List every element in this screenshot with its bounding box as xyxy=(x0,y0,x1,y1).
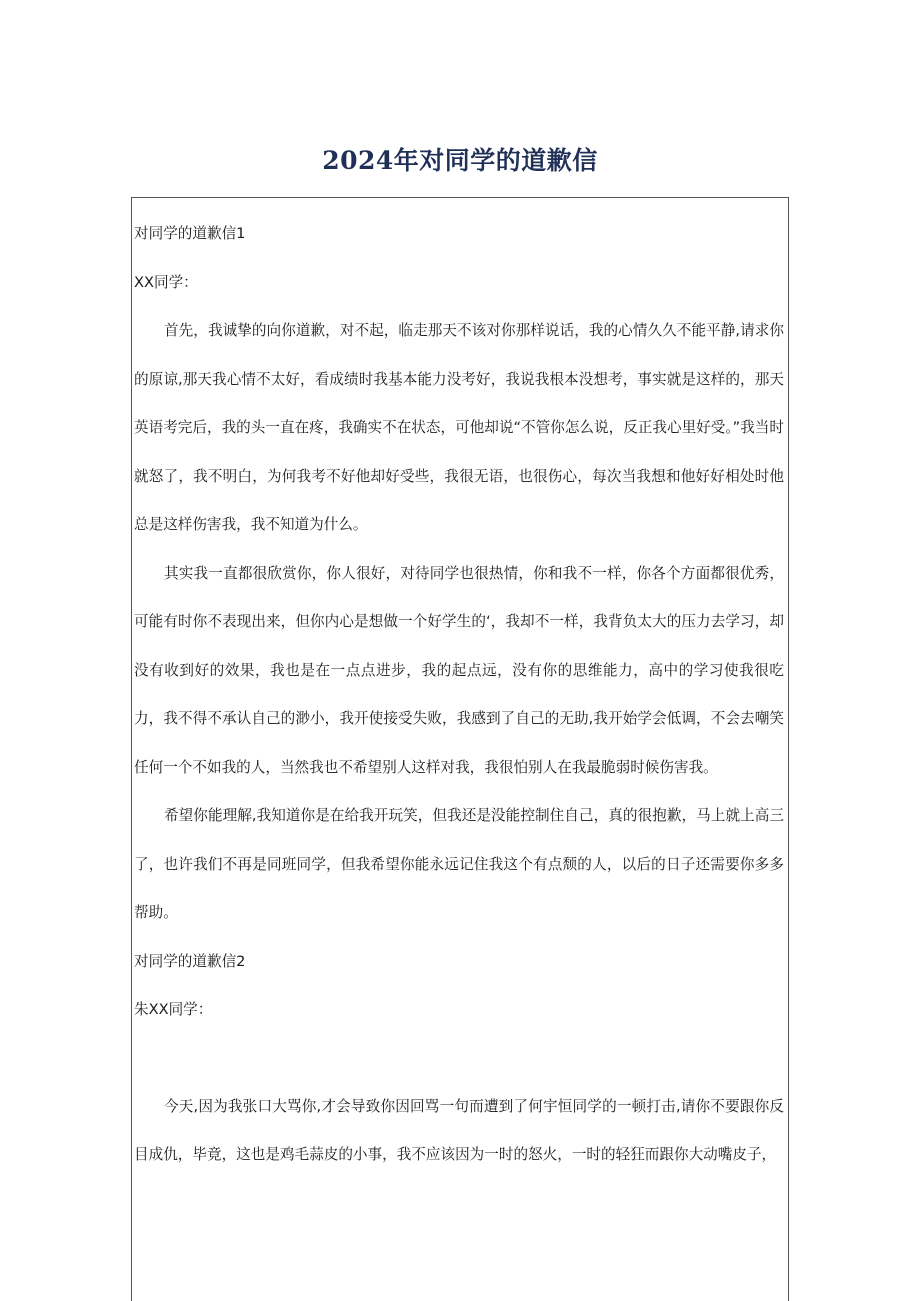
blank-line xyxy=(134,1035,784,1083)
letter2-paragraph-1: 今天,因为我张口大骂你,才会导致你因回骂一句而遭到了何宇恒同学的一顿打击,请你不要跟你反目成仇，毕竟，这也是鸡毛蒜皮的小事，我不应该因为一时的怒火，一时的轻狂而跟你大动嘴皮子， xyxy=(134,1097,784,1163)
letter1-paragraph-2: 其实我一直都很欣赏你，你人很好，对待同学也很热情，你和我不一样，你各个方面都很优秀，可能有时你不表现出来，但你内心是想做一个好学生的‘，我却不一样，我背负太大的压力去学习，却没有收到好的效果，我也是在一点点进步，我的起点远，没有你的思维能力，高中的学习使我很吃力，我不得不承认自己的渺小，我开使接受失败，我感到了自己的无助,我开始学会低调，不会去嘲笑任何一个不如我的人，当然我也不希望别人这样对我，我很怕别人在我最脆弱时候伤害我。 xyxy=(134,564,784,776)
letter1-heading: 对同学的道歉信1 xyxy=(134,225,246,242)
letter2-heading: 对同学的道歉信2 xyxy=(134,952,246,970)
document-title: 2024年对同学的道歉信 xyxy=(322,146,598,175)
letter1-paragraph-3: 希望你能理解,我知道你是在给我开玩笑，但我还是没能控制住自己，真的很抱歉，马上就上高三了，也许我们不再是同班同学，但我希望你能永远记住我这个有点颓的人，以后的日子还需要你多多帮助。 xyxy=(134,807,784,921)
document-body xyxy=(134,210,784,1180)
letter1-paragraph-1: 首先，我诚挚的向你道歉，对不起，临走那天不该对你那样说话，我的心情久久不能平静,请求你的原谅,那天我心情不太好，看成绩时我基本能力没考好，我说我根本没想考，事实就是这样的，那天英语考完后，我的头一直在疼，我确实不在状态，可他却说“不管你怎么说，反正我心里好受。”我当时就怒了，我不明白，为何我考不好他却好受些，我很无语，也很伤心，每次当我想和他好好相处时他总是这样伤害我，我不知道为什么。 xyxy=(134,322,784,533)
letter1-salutation: XX同学： xyxy=(134,273,198,291)
letter2-salutation: 朱XX同学： xyxy=(134,1001,213,1018)
